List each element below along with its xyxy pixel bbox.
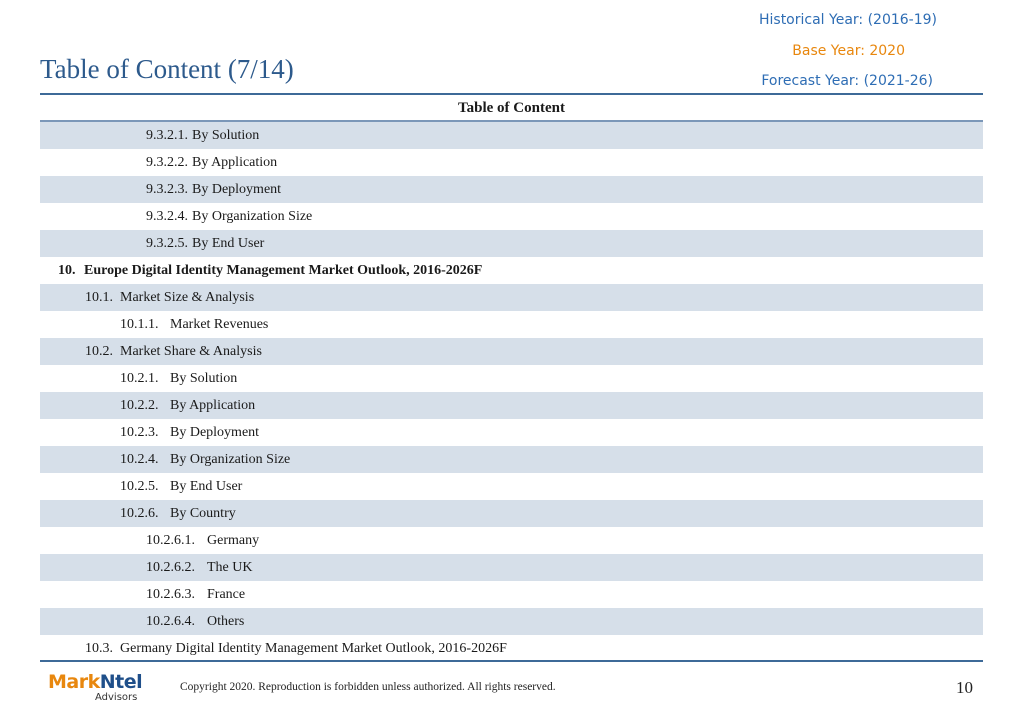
toc-row xyxy=(40,284,983,311)
toc-rows xyxy=(40,122,983,662)
toc-row-number: 10.2.6.4. xyxy=(146,614,195,629)
base-year-label: Base Year: 2020 xyxy=(792,43,905,59)
toc-row-number: 10.2.6.1. xyxy=(146,533,195,548)
toc-row-number: 10.1.1. xyxy=(120,317,159,332)
toc-row-number: 10.2.6.3. xyxy=(146,587,195,602)
toc-row xyxy=(40,176,983,203)
toc-row xyxy=(40,311,983,338)
toc-row xyxy=(40,419,983,446)
logo-mark-text: Mark xyxy=(48,671,100,693)
toc-row xyxy=(40,527,983,554)
toc-row xyxy=(40,203,983,230)
toc-row-text: The UK xyxy=(207,560,253,575)
logo-subtitle: Advisors xyxy=(95,692,138,703)
toc-row-text: Market Size & Analysis xyxy=(120,290,255,305)
toc-row-number: 9.3.2.5. xyxy=(146,236,188,251)
toc-row-text: Others xyxy=(207,614,245,629)
toc-row-text: Market Revenues xyxy=(170,317,269,332)
toc-row xyxy=(40,554,983,581)
logo-ntel-text: Ntel xyxy=(99,671,143,693)
toc-row-number: 10.2.1. xyxy=(120,371,159,386)
toc-row xyxy=(40,500,983,527)
toc-table-heading: Table of Content xyxy=(40,96,983,122)
toc-row xyxy=(40,446,983,473)
toc-row xyxy=(40,392,983,419)
toc-row-number: 10.3. xyxy=(85,641,113,656)
toc-row-text: Europe Digital Identity Management Market Outlook, 2016-2026F xyxy=(84,263,483,278)
toc-row-text: By Deployment xyxy=(170,425,260,440)
header-divider xyxy=(40,93,983,95)
toc-row-text: By Solution xyxy=(170,371,238,386)
toc-row xyxy=(40,338,983,365)
toc-row-text: By End User xyxy=(170,479,243,494)
toc-row-number: 10.1. xyxy=(85,290,113,305)
toc-row xyxy=(40,365,983,392)
toc-row-number: 9.3.2.3. xyxy=(146,182,188,197)
toc-row xyxy=(40,608,983,635)
toc-row xyxy=(40,257,983,284)
toc-row xyxy=(40,581,983,608)
toc-row-text: France xyxy=(207,587,246,602)
toc-row-number: 10.2.6.2. xyxy=(146,560,195,575)
copyright-text: Copyright 2020. Reproduction is forbidden unless authorized. All rights reserved. xyxy=(180,681,556,693)
toc-row xyxy=(40,635,983,662)
toc-table xyxy=(40,96,983,662)
page-number: 10 xyxy=(956,678,973,697)
toc-row-text: By Organization Size xyxy=(170,452,291,467)
toc-row-text: By Country xyxy=(170,506,236,521)
toc-row-text: Market Share & Analysis xyxy=(120,344,262,359)
toc-row-text: Germany Digital Identity Management Market Outlook, 2016-2026F xyxy=(120,641,507,656)
toc-row-number: 10.2.3. xyxy=(120,425,159,440)
toc-row-text: By Application xyxy=(170,398,256,413)
toc-row-number: 10.2. xyxy=(85,344,113,359)
toc-row-number: 10.2.6. xyxy=(120,506,159,521)
toc-row-number: 10.2.4. xyxy=(120,452,159,467)
toc-row xyxy=(40,230,983,257)
toc-row xyxy=(40,473,983,500)
toc-row-text: By Organization Size xyxy=(192,209,313,224)
toc-row xyxy=(40,149,983,176)
toc-row-text: By Application xyxy=(192,155,278,170)
toc-row-text: By Solution xyxy=(192,128,260,143)
toc-row-number: 9.3.2.4. xyxy=(146,209,188,224)
toc-row-number: 9.3.2.2. xyxy=(146,155,188,170)
toc-row-text: Germany xyxy=(207,533,260,548)
historical-year-label: Historical Year: (2016-19) xyxy=(758,12,937,28)
toc-row-number: 10.2.2. xyxy=(120,398,159,413)
toc-row-number: 10. xyxy=(58,263,76,278)
forecast-year-label: Forecast Year: (2021-26) xyxy=(761,73,933,89)
toc-row-number: 10.2.5. xyxy=(120,479,159,494)
footer-divider xyxy=(40,660,983,662)
page-title: Table of Content (7/14) xyxy=(40,54,294,84)
toc-row-text: By End User xyxy=(192,236,265,251)
toc-row-text: By Deployment xyxy=(192,182,282,197)
toc-row xyxy=(40,122,983,149)
toc-row-number: 9.3.2.1. xyxy=(146,128,188,143)
markntel-logo xyxy=(48,671,143,703)
